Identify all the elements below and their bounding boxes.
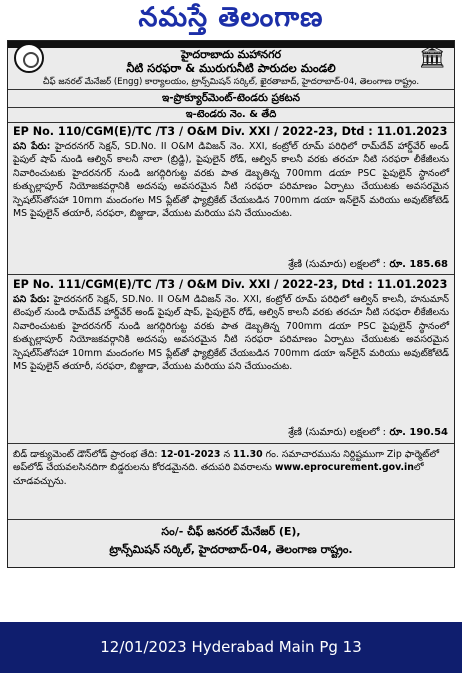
divider [8,519,454,520]
hmwssb-logo-icon [14,43,44,73]
signature-designation: సం/- చీఫ్ జనరల్ మేనేజర్ (E), [161,525,301,538]
footer-suffix: లో చూడవచ్చును. [13,462,424,487]
eprocurement-url: www.eprocurement.gov.in [274,462,414,474]
page-caption: 12/01/2023 Hyderabad Main Pg 13 [0,622,462,673]
masthead-title: నమస్తే తెలంగాణ [138,2,324,33]
tender-ep-number: EP No. 110/CGM(E)/TC /T3 / O&M Div. XXI / 2022-23, Dtd : 11.01.2023 [13,125,448,138]
tender-ep-number: EP No. 111/CGM(E)/TC /T3 / O&M Div. XXI / 2022-23, Dtd : 11.01.2023 [13,278,448,291]
work-label: పని పేరు: [13,141,51,152]
tender-work-description [13,293,449,373]
cost-label: శ్రేణి (సుమారు) లక్షలలో : [288,259,387,270]
signature-office: ట్రాన్స్‌మిషన్ సర్కిల్, హైదరాబాద్-04, తెలంగాణ రాష్ట్రం. [109,543,353,556]
procurement-title: ఇ-ప్రొక్యూర్‌మెంట్-టెండరు ప్రకటన [162,92,300,104]
divider [8,89,454,90]
bid-download-note [13,448,449,488]
office-address: చీఫ్ జనరల్ మేనేజర్ (Engg) కార్యాలయం, ట్రాన్స్‌మిషన్ సర్కిల్, ఖైరతాబాద్, హైదరాబాద్-04, తెలంగాణ రాష్ట్రం. [42,77,420,87]
footer-time: 11.30 [233,449,263,460]
header-band [8,41,454,48]
tender-number-title: ఇ-టెండరు నెం. & తేది [185,109,277,120]
cost-label: శ్రేణి (సుమారు) లక్షలలో : [288,427,387,438]
divider [8,107,454,108]
divider [8,274,454,275]
divider [8,122,454,123]
footer-mid: న [223,449,231,460]
work-text: హైదరనగర్ సెక్షన్, SD.No. II O&M డివిజన్ నెం. XXI, కంట్రోల్ రూమ్ పరిధిలో ఆల్విన్ కాలనీ, హనుమాన్ టెంపుల్ నుండి రామ్‌దేవ్ హార్డ్‌వేర్ అండ్ పైపుల్ షాప్, పైపులైన్ రోడ్, ఆల్విన్ కాలనీ వరకు తరచూ నీటి సరఫరా లీకేజీలను నివారించుటకు హైదరనగర్ నుండి జగద్గిరిగుట్ట వరకు పాత డెబ్బతిన్న 700mm డయా PSC పైపులైన్ స్థానంలో కుత్బుల్లాపూర్ నియోజకవర్గానికి అదనపు అవసరమైన నీటి సరఫరా పరిమాణం ఏర్పాటు చేయుటకు అవసరమైన స్పెషల్‌‌స్‌తోసహా 10mm మందంగల MS ప్లేట్‌తో ఫ్యాబ్రికేట్ చేయబడిన 700mm డయా ఇన్‌లైన్ మరియు అవుట్‌కోటెడ్ MS పైపులైన్ తయారీ, సరఫరా, బిజ్జాడా, వేయుట మరియు పని చేయుంచుట. [13,294,449,373]
work-text: హైదరనగర్ సెక్షన్, SD.No. II O&M డివిజన్ నెం. XXI, కంట్రోల్ రూమ్ పరిధిలో రామ్‌దేవ్ హార్డ్‌వేర్ అండ్ పైపుల్ షాప్ నుండి ఆల్విన్ కాలనీ నాలా (బ్రిడ్జి), పైపులైన్ రోడ్, ఆల్విన్ కాలనీ వరకు తరచూ నీటి సరఫరా లీకేజీలను నివారించుటకు హైదరనగర్ నుండి జగద్గిరిగుట్ట వరకు పాత డెబ్బతిన్న 700mm డయా PSC పైపులైన్ స్థానంలో కుత్బుల్లాపూర్ నియోజకవర్గానికి అదనపు అవసరమైన నీటి సరఫరా పరిమాణం ఏర్పాటు చేయుటకు అవసరమైన స్పెషల్‌‌స్‌తోసహా 10mm మందంగల MS ప్లేట్‌తో ఫ్యాబ్రికేట్ చేయబడిన 700mm డయా ఇన్‌లైన్ మరియు అవుట్‌కోటెడ్ MS పైపులైన్ తయారీ, సరఫరా, బిజ్జాడా, వేయుట మరియు పని చేయుంచుట. [13,141,449,220]
cost-value: రూ. 185.68 [389,259,448,270]
footer-prefix: బిడ్ డాక్యుమెంట్ డౌన్‌లోడ్ ప్రారంభ తేది: [13,449,158,460]
work-label: పని పేరు: [13,294,50,305]
tender-cost [8,258,448,271]
telangana-emblem-icon: 🏛 [418,45,446,70]
cost-value: రూ. 190.54 [389,427,448,438]
footer-rest: గం. సమాచారమును నిర్దిష్టముగా Zip ఫార్మెట్‌లో అప్‌లోడ్ చేయవలసినదిగా బిడ్డరులను కోరడమైనది. తదుపరి వివరాలను [13,449,439,474]
newspaper-masthead [0,0,462,40]
board-name-line2: నీటి సరఫరా & మురుగునీటి పారుదల మండలి [126,61,336,75]
tender-notice [7,40,455,568]
tender-work-description [13,140,449,220]
divider [8,443,454,444]
footer-date: 12-01-2023 [160,449,221,460]
tender-cost [8,426,448,439]
board-name-line1: హైదరాబాదు మహానగర [180,48,282,61]
